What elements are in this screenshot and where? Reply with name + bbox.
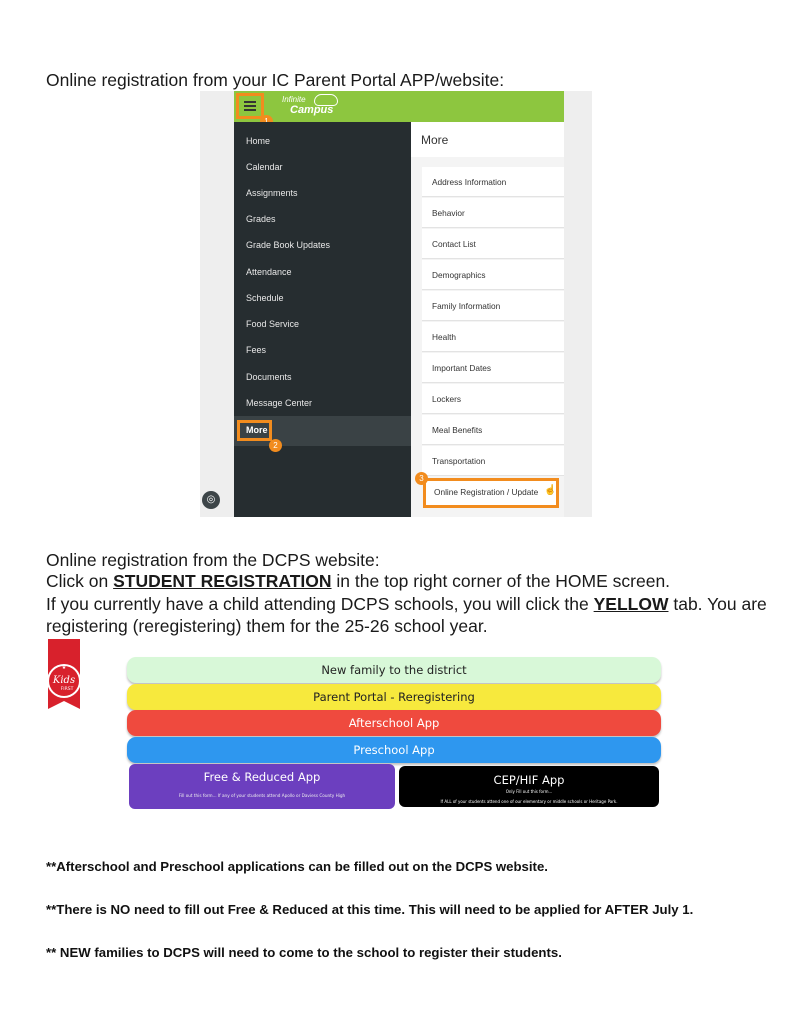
screenshot-tool-icon[interactable]: ◎ — [202, 491, 220, 509]
nav-item-calendar[interactable]: Calendar — [246, 162, 283, 172]
cep-hif-app-button[interactable] — [399, 766, 659, 807]
logo-line2: Campus — [290, 104, 334, 116]
more-panel — [411, 122, 564, 517]
more-item-demographics[interactable]: Demographics — [422, 260, 564, 290]
dcps-line3-post: tab. You are — [668, 594, 767, 614]
dcps-line2 — [46, 571, 670, 592]
logo-text-first: FIRST — [60, 687, 74, 692]
nav-item-food-service[interactable]: Food Service — [246, 319, 300, 329]
portal-heading: Online registration from your IC Parent Portal APP/website: — [46, 70, 505, 90]
afterschool-app-button[interactable]: Afterschool App — [127, 710, 661, 736]
step-badge-3: 3 — [415, 472, 428, 485]
nav-item-assignments[interactable]: Assignments — [246, 188, 298, 198]
yellow-text: YELLOW — [593, 594, 669, 614]
logo-line1: Infinite — [282, 95, 306, 104]
more-item-meal-benefits[interactable]: Meal Benefits — [422, 415, 564, 445]
hand-pointer-icon: ☝ — [544, 485, 557, 496]
parent-portal-button[interactable]: Parent Portal - Reregistering — [127, 684, 661, 710]
cep-note1: Only Fill out this form... — [505, 789, 553, 794]
note-new-families: ** NEW families to DCPS will need to come to the school to register their students. — [46, 945, 562, 960]
more-item-lockers[interactable]: Lockers — [422, 384, 564, 414]
menu-icon[interactable] — [236, 93, 264, 119]
more-item-family-information[interactable]: Family Information — [422, 291, 564, 321]
free-reduced-title: Free & Reduced App — [203, 770, 321, 784]
kids-first-logo — [46, 639, 82, 715]
dcps-line3-pre: If you currently have a child attending DCPS schools, you will click the — [46, 594, 594, 614]
more-item-contact-list[interactable]: Contact List — [422, 229, 564, 259]
nav-item-documents[interactable]: Documents — [246, 372, 292, 382]
more-item-behavior[interactable]: Behavior — [422, 198, 564, 228]
dcps-line4: registering (reregistering) them for the 25-26 school year. — [46, 616, 488, 636]
dcps-line3 — [46, 594, 767, 615]
note-free-reduced: **There is NO need to fill out Free & Reduced at this time. This will need to be applied for AFTER July 1. — [46, 902, 694, 917]
nav-item-attendance[interactable]: Attendance — [246, 267, 292, 277]
nav-item-grade-book-updates[interactable]: Grade Book Updates — [246, 240, 331, 250]
nav-item-fees[interactable]: Fees — [246, 345, 267, 355]
right-gutter — [564, 91, 592, 517]
more-item-address-information[interactable]: Address Information — [422, 167, 564, 197]
logo-text-kids: Kids — [52, 675, 76, 686]
note-afterschool: **Afterschool and Preschool applications can be filled out on the DCPS website. — [46, 859, 548, 874]
left-gutter — [200, 91, 234, 517]
student-registration-text: STUDENT REGISTRATION — [113, 571, 332, 591]
preschool-app-button[interactable]: Preschool App — [127, 737, 661, 763]
cep-note2: If ALL of your students attend one of our elementary or middle schools or Heritage Park. — [440, 799, 618, 804]
free-reduced-app-button[interactable] — [129, 764, 395, 809]
more-item-important-dates[interactable]: Important Dates — [422, 353, 564, 383]
free-reduced-note: Fill out this form... If any of your students attend Apollo or Daviess County High — [178, 793, 346, 798]
nav-item-home[interactable]: Home — [246, 136, 271, 146]
more-panel-title: More — [421, 133, 449, 147]
nav-item-more[interactable]: More — [246, 425, 268, 435]
nav-item-message-center[interactable]: Message Center — [246, 398, 313, 408]
dcps-line1: Online registration from the DCPS website: — [46, 550, 380, 570]
dcps-line2-post: in the top right corner of the HOME screen. — [331, 571, 671, 591]
logo-cloud-icon — [314, 94, 338, 106]
side-nav — [234, 122, 411, 517]
more-item-health[interactable]: Health — [422, 322, 564, 352]
new-family-button[interactable]: New family to the district — [127, 657, 661, 683]
star-icon: ★ — [61, 665, 67, 671]
step-badge-2: 2 — [269, 439, 282, 452]
nav-item-grades[interactable]: Grades — [246, 214, 276, 224]
nav-item-schedule[interactable]: Schedule — [246, 293, 284, 303]
more-item-transportation[interactable]: Transportation — [422, 446, 564, 476]
dcps-line2-pre: Click on — [46, 571, 114, 591]
portal-screenshot — [200, 91, 592, 517]
more-item-online-registration[interactable]: Online Registration / Update — [423, 478, 559, 508]
cep-title: CEP/HIF App — [493, 773, 565, 787]
